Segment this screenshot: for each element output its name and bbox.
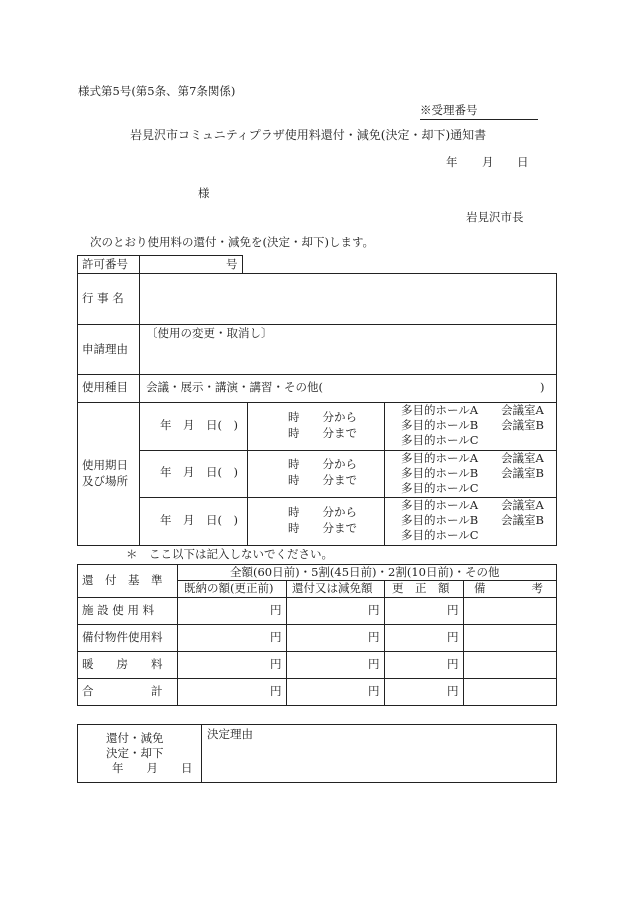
yen-unit: 円 <box>447 630 459 644</box>
period-label-line1: 使用期日 <box>82 458 128 472</box>
yen-unit: 円 <box>368 657 380 671</box>
room-b: 会議室B <box>501 418 544 432</box>
hall-c: 多目的ホールC <box>401 528 479 542</box>
yen-unit: 円 <box>447 603 459 617</box>
date-year: 年 <box>446 155 458 169</box>
refund-row-label: 施 設 使 用 料 <box>82 603 155 617</box>
hall-b: 多目的ホールB <box>401 418 479 432</box>
period-date: 年 月 日( ) <box>160 513 238 527</box>
form-number: 様式第5号(第5条、第7条関係) <box>78 84 236 98</box>
addressee-suffix: 様 <box>198 186 210 200</box>
period-time-from: 時 分から <box>288 410 357 424</box>
yen-unit: 円 <box>368 603 380 617</box>
hall-a: 多目的ホールA <box>401 403 479 417</box>
hall-b: 多目的ホールB <box>401 466 479 480</box>
period-date: 年 月 日( ) <box>160 465 238 479</box>
refund-header: 更 正 額 <box>392 581 450 595</box>
permit-number-label: 許可番号 <box>82 257 128 271</box>
period-time-from: 時 分から <box>288 457 357 471</box>
hall-a: 多目的ホールA <box>401 451 479 465</box>
date-day: 日 <box>517 155 529 169</box>
refund-basis-options: 全額(60日前)・5割(45日前)・2割(10日前)・その他 <box>230 565 500 579</box>
yen-unit: 円 <box>270 684 282 698</box>
room-a: 会議室A <box>501 451 544 465</box>
period-time-to: 時 分まで <box>288 473 357 487</box>
refund-header: 既納の額(更正前) <box>184 581 274 595</box>
decision-reason-label: 決定理由 <box>207 727 253 741</box>
room-a: 会議室A <box>501 403 544 417</box>
decision-line-1: 還付・減免 <box>106 731 164 745</box>
refund-header: 備 考 <box>474 581 543 595</box>
application-reason-text: 〔使用の変更・取消し〕 <box>146 326 273 340</box>
period-time-to: 時 分まで <box>288 426 357 440</box>
use-type-close: ) <box>540 380 545 394</box>
yen-unit: 円 <box>368 630 380 644</box>
permit-number-suffix: 号 <box>226 257 238 271</box>
hall-c: 多目的ホールC <box>401 481 479 495</box>
period-time-from: 時 分から <box>288 505 357 519</box>
application-reason-label: 申請理由 <box>82 342 128 356</box>
room-b: 会議室B <box>501 513 544 527</box>
refund-row-label: 暖 房 料 <box>82 657 163 671</box>
hall-c: 多目的ホールC <box>401 433 479 447</box>
room-a: 会議室A <box>501 498 544 512</box>
decision-line-2: 決定・却下 <box>106 746 164 760</box>
use-type-label: 使用種目 <box>82 380 128 394</box>
intro-text: 次のとおり使用料の還付・減免を(決定・却下)します。 <box>90 235 375 249</box>
issuer: 岩見沢市長 <box>466 210 524 224</box>
period-time-to: 時 分まで <box>288 521 357 535</box>
refund-header: 還付又は減免額 <box>292 581 373 595</box>
hall-b: 多目的ホールB <box>401 513 479 527</box>
hall-a: 多目的ホールA <box>401 498 479 512</box>
use-type-options: 会議・展示・講演・講習・その他( <box>146 380 323 394</box>
receipt-number-underline <box>420 119 538 120</box>
event-name-label: 行 事 名 <box>82 291 124 305</box>
yen-unit: 円 <box>270 657 282 671</box>
yen-unit: 円 <box>368 684 380 698</box>
refund-basis-label: 還 付 基 準 <box>82 573 163 587</box>
do-not-fill-note: ＊ ここ以下は記入しないでください。 <box>126 547 333 561</box>
yen-unit: 円 <box>270 630 282 644</box>
refund-row-label: 合 計 <box>82 684 163 698</box>
yen-unit: 円 <box>270 603 282 617</box>
period-label-line2: 及び場所 <box>82 474 128 488</box>
room-b: 会議室B <box>501 466 544 480</box>
decision-date: 年 月 日 <box>112 761 193 775</box>
document-title: 岩見沢市コミュニティプラザ使用料還付・減免(決定・却下)通知書 <box>130 128 487 142</box>
refund-row-label: 備付物件使用料 <box>82 630 163 644</box>
yen-unit: 円 <box>447 684 459 698</box>
date-month: 月 <box>482 155 494 169</box>
period-date: 年 月 日( ) <box>160 418 238 432</box>
receipt-number-label: ※受理番号 <box>420 103 478 117</box>
yen-unit: 円 <box>447 657 459 671</box>
